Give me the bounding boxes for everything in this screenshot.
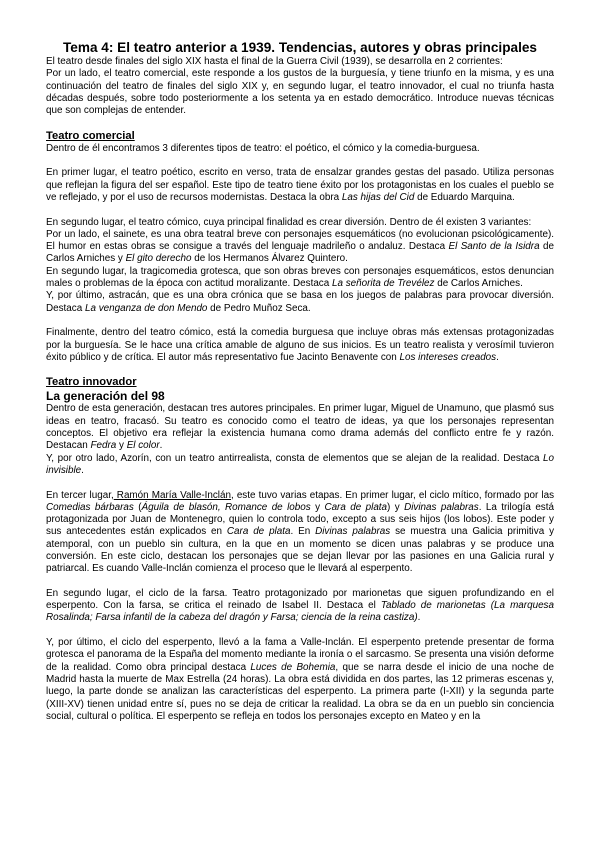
work-title: La venganza de don Mendo [84,302,208,314]
intro-paragraph: Por un lado, el teatro comercial, este responde a los gustos de la burguesía, y tiene triunfo en la misma, y es una continuación del teatro de finales del siglo XIX y, en segundo lugar, el teatro innovador, el cual no triunfa hasta décadas después, sobre todo posteriormente a los setenta ya en estado democrático. Introduce nuevas técnicas que son complejas de entender. [46,68,554,117]
work-title: Tablado de marionetas (La marquesa Rosalinda; Farsa infantil de la cabeza del dragón y Farsa; ciencia de la reina castiza) [46,600,554,624]
tragicomedia-paragraph: En segundo lugar, la tragicomedia grotesca, que son obras breves con personajes esquemáticos, estos denuncian males o problemas de la época con actitud moralizante. Destaca La señorita de Trevélez de Carlos Arniches. [46,265,554,290]
work-title: El gito derecho [125,253,192,265]
burguesa-paragraph: Finalmente, dentro del teatro cómico, está la comedia burguesa que incluye obras más extensas protagonizadas por la burguesía. Se le hace una crítica amable de alguno de sus inicios. Es un teatro realista y verosímil tuvieron éxito público y de crítica. El autor más representativo fue Jacinto Benavente con Los intereses creados. [46,327,554,363]
work-title: Fedra [90,440,117,452]
work-title: El color [126,440,160,452]
document-page [46,40,554,723]
work-title: Lo invisible [46,452,554,476]
work-title: Cara de plata [324,501,388,513]
author-name: Ramón María Valle-Inclán [113,489,231,501]
page-title: Tema 4: El teatro anterior a 1939. Tendencias, autores y obras principales [63,40,537,55]
astracan-paragraph: Y, por último, astracán, que es una obra crónica que se basa en los juegos de palabras para provocar diversión. Destaca La venganza de don Mendo de Pedro Muñoz Seca. [46,290,554,314]
work-title: Los intereses creados [399,351,497,363]
section-heading-comercial: Teatro comercial [46,129,135,142]
unamuno-paragraph: Dentro de esta generación, destacan tres autores principales. En primer lugar, Miguel de Unamuno, que plasmó sus ideas en teatro, fracasó. Su teatro es conocido como el teatro de ideas, ya que los personajes representan conceptos. El objetivo era reflejar la existencia humana como drama además del conflicto entre fe y razón. Destacan Fedra y El color. [46,403,554,452]
work-title: Divinas palabras [404,501,479,513]
work-title: La señorita de Trevélez [331,278,435,290]
subsection-heading-98: La generación del 98 [46,389,165,404]
work-title: Cara de plata [226,526,291,538]
work-title: Águila de blasón, Romance de lobos [141,501,311,513]
intro-line: El teatro desde finales del siglo XIX hasta el final de la Guerra Civil (1939), se desarrolla en 2 corrientes: [46,56,503,67]
work-title: Las hijas del Cid [341,191,415,203]
sainete-paragraph: Por un lado, el sainete, es una obra teatral breve con personajes esquemáticos (no evolucionan psicológicamente). El humor en estas obras se consigue a través del lenguaje madrileño o andaluz. Destaca El Santo de la Isidra de Carlos Arniches y El gito derecho de los Hermanos Álvarez Quintero. [46,228,554,265]
azorin-paragraph: Y, por otro lado, Azorín, con un teatro antirrealista, consta de elementos que se alejan de la realidad. Destaca Lo invisible. [46,452,554,476]
section-heading-innovador: Teatro innovador [46,376,137,389]
farsa-paragraph: En segundo lugar, el ciclo de la farsa. Teatro protagonizado por marionetas que siguen profundizando en el esperpento. Con la farsa, se critica el reinado de Isabel II. Destaca el Tablado de marionetas (La marquesa Rosalinda; Farsa infantil de la cabeza del dragón y Farsa; ciencia de la reina castiza). [46,587,554,624]
work-title: Luces de Bohemia [250,661,336,673]
esperpento-paragraph: Y, por último, el ciclo del esperpento, llevó a la fama a Valle-Inclán. El esperpento pretende presentar de forma grotesca el panorama de la España del momento mediante la ironía o el sarcasmo. Se presenta una visión deforme de la realidad. Como obra principal destaca Luces de Bohemia, que se narra desde el inicio de una noche de Madrid hasta la muerte de Max Estrella (24 horas). La obra está dividida en dos partes, las 12 primeras escenas y, luego, la parte donde se analizan las características del esperpento. La primera parte (I-XII) y la segunda parte (XIII-XV) tienen unidad entre sí, pues no se deja de criticar la realidad. La obra se da en un pueblo sin conciencia social, cultural o política. El esperpento se refleja en todos los personajes excepto en Mateo y en la [46,637,554,722]
work-title: El Santo de la Isidra [448,241,540,253]
poetico-paragraph: En primer lugar, el teatro poético, escrito en verso, trata de ensalzar grandes gestas del pasado. Utiliza personas que reflejan la figura del ser español. Este tipo de teatro tiene éxito por los protagonistas en los cuales el pueblo se ve reflejado, y por el uso de recursos modernistas. Destaca la obra Las hijas del Cid de Eduardo Marquina. [46,167,554,203]
comico-intro: En segundo lugar, el teatro cómico, cuya principal finalidad es crear diversión. Dentro de él existen 3 variantes: [46,216,532,228]
valle-paragraph: En tercer lugar, Ramón María Valle-Inclán, este tuvo varias etapas. En primer lugar, el ciclo mítico, formado por las Comedias bárbaras (Águila de blasón, Romance de lobos y Cara de plata) y Divinas palabras. La trilogía está protagonizada por Juan de Montenegro, quien lo controla todo, excepto a sus seis hijos (los lobos). Este poder y sus antecedentes están explicados en Cara de plata. En Divinas palabras se muestra una Galicia primitiva y atemporal, con un pueblo sin cultura, en la que en un momento se dicen unas palabras y se produce una conversión. En este ciclo, destacan los personajes que se dejan llevar por las pasiones en una Galicia rural y patriarcal. Es cuando Valle-Inclán comienza el proceso que le llevará al esperpento. [46,489,555,575]
comercial-intro: Dentro de él encontramos 3 diferentes tipos de teatro: el poético, el cómico y la comedia-burguesa. [46,142,480,154]
work-title: Divinas palabras [315,526,391,538]
work-title: Comedias bárbaras [46,501,134,513]
